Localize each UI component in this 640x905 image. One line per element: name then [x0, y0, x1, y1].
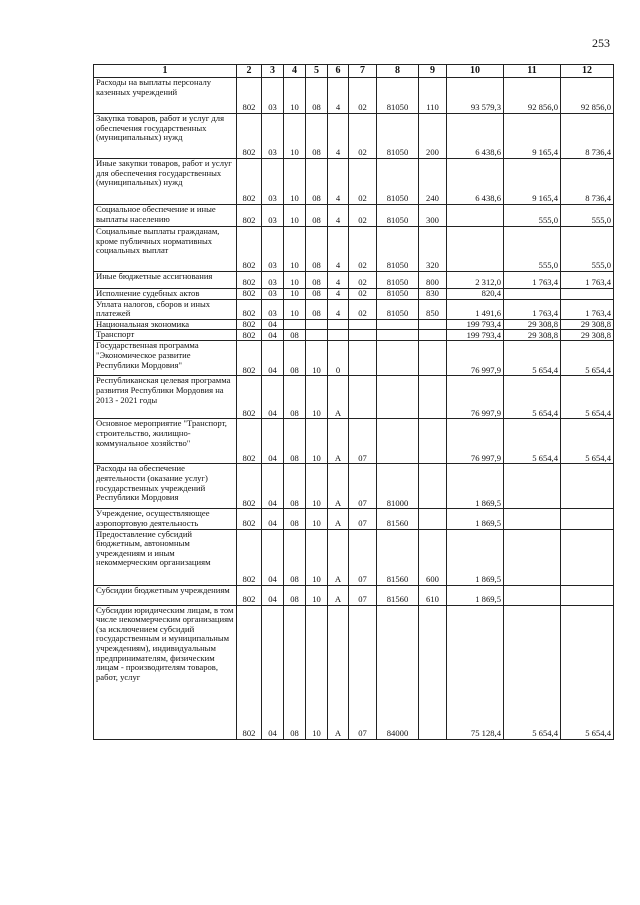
row-value-cell-col-2: 802 — [237, 78, 262, 114]
row-value-cell-col-8: 81000 — [377, 464, 419, 509]
row-value-cell-col-10: 1 869,5 — [447, 585, 504, 605]
row-value-cell-col-8 — [377, 419, 419, 464]
row-value-cell-col-10: 2 312,0 — [447, 272, 504, 289]
row-value-cell-col-2: 802 — [237, 319, 262, 330]
row-value-cell-col-5: 08 — [306, 78, 328, 114]
row-value-cell-col-5: 10 — [306, 509, 328, 529]
row-value-cell-col-5 — [306, 330, 328, 341]
row-value-cell-col-5: 08 — [306, 289, 328, 300]
row-value-cell-col-7: 02 — [349, 227, 377, 272]
row-value-cell-col-12 — [561, 289, 614, 300]
row-value-cell-col-4: 08 — [284, 585, 306, 605]
row-value-cell-col-4: 10 — [284, 114, 306, 159]
row-value-cell-col-9 — [419, 341, 447, 376]
row-value-cell-col-3: 04 — [262, 330, 284, 341]
row-value-cell-col-11: 9 165,4 — [504, 114, 561, 159]
row-value-cell-col-7 — [349, 330, 377, 341]
row-value-cell-col-4: 10 — [284, 78, 306, 114]
row-value-cell-col-4: 08 — [284, 330, 306, 341]
row-value-cell-col-11: 1 763,4 — [504, 299, 561, 319]
row-value-cell-col-3: 04 — [262, 464, 284, 509]
row-name-cell: Социальные выплаты гражданам, кроме публичных нормативных социальных выплат — [94, 227, 237, 272]
row-value-cell-col-2: 802 — [237, 227, 262, 272]
row-value-cell-col-6: 0 — [328, 341, 349, 376]
row-value-cell-col-11: 5 654,4 — [504, 376, 561, 419]
row-value-cell-col-12 — [561, 529, 614, 585]
row-name-cell: Закупка товаров, работ и услуг для обеспечения государственных (муниципальных) нужд — [94, 114, 237, 159]
table-body — [94, 78, 614, 740]
row-value-cell-col-10 — [447, 227, 504, 272]
row-value-cell-col-8: 81050 — [377, 159, 419, 205]
row-value-cell-col-11 — [504, 464, 561, 509]
table-row — [94, 227, 614, 272]
row-value-cell-col-9 — [419, 464, 447, 509]
row-value-cell-col-2: 802 — [237, 272, 262, 289]
row-value-cell-col-12 — [561, 464, 614, 509]
row-value-cell-col-3: 04 — [262, 509, 284, 529]
row-value-cell-col-12: 92 856,0 — [561, 78, 614, 114]
row-value-cell-col-11 — [504, 529, 561, 585]
column-header-8: 8 — [377, 65, 419, 78]
column-header-10: 10 — [447, 65, 504, 78]
row-value-cell-col-11: 9 165,4 — [504, 159, 561, 205]
row-value-cell-col-12: 555,0 — [561, 227, 614, 272]
row-value-cell-col-11 — [504, 509, 561, 529]
row-value-cell-col-6: 4 — [328, 272, 349, 289]
column-header-9: 9 — [419, 65, 447, 78]
row-value-cell-col-3: 04 — [262, 319, 284, 330]
row-value-cell-col-6: 4 — [328, 205, 349, 227]
table-row — [94, 114, 614, 159]
row-value-cell-col-8: 81560 — [377, 529, 419, 585]
row-name-cell: Исполнение судебных актов — [94, 289, 237, 300]
row-value-cell-col-7: 07 — [349, 529, 377, 585]
table-row — [94, 272, 614, 289]
row-value-cell-col-10: 1 869,5 — [447, 464, 504, 509]
row-value-cell-col-11: 29 308,8 — [504, 330, 561, 341]
row-value-cell-col-7 — [349, 319, 377, 330]
row-value-cell-col-10: 199 793,4 — [447, 319, 504, 330]
row-value-cell-col-8 — [377, 330, 419, 341]
row-value-cell-col-12: 29 308,8 — [561, 330, 614, 341]
row-value-cell-col-4: 10 — [284, 227, 306, 272]
row-value-cell-col-7: 07 — [349, 605, 377, 739]
row-value-cell-col-9 — [419, 509, 447, 529]
row-value-cell-col-11: 5 654,4 — [504, 419, 561, 464]
row-value-cell-col-3: 03 — [262, 78, 284, 114]
row-value-cell-col-4: 10 — [284, 159, 306, 205]
row-value-cell-col-2: 802 — [237, 419, 262, 464]
row-value-cell-col-4: 10 — [284, 205, 306, 227]
table-row — [94, 341, 614, 376]
row-value-cell-col-7: 02 — [349, 299, 377, 319]
row-value-cell-col-6: 4 — [328, 227, 349, 272]
row-value-cell-col-10: 93 579,3 — [447, 78, 504, 114]
row-value-cell-col-7: 07 — [349, 464, 377, 509]
column-header-5: 5 — [306, 65, 328, 78]
table-row — [94, 319, 614, 330]
row-value-cell-col-7: 02 — [349, 272, 377, 289]
row-value-cell-col-9: 200 — [419, 114, 447, 159]
row-value-cell-col-2: 802 — [237, 289, 262, 300]
row-value-cell-col-5: 10 — [306, 341, 328, 376]
row-value-cell-col-5: 08 — [306, 272, 328, 289]
row-value-cell-col-8 — [377, 341, 419, 376]
row-value-cell-col-5: 08 — [306, 114, 328, 159]
table-row — [94, 419, 614, 464]
table-row — [94, 529, 614, 585]
row-value-cell-col-6: А — [328, 509, 349, 529]
row-value-cell-col-12 — [561, 585, 614, 605]
row-value-cell-col-10: 1 869,5 — [447, 509, 504, 529]
table-row — [94, 205, 614, 227]
row-name-cell: Социальное обеспечение и иные выплаты населению — [94, 205, 237, 227]
column-header-4: 4 — [284, 65, 306, 78]
row-value-cell-col-12: 555,0 — [561, 205, 614, 227]
row-value-cell-col-10: 6 438,6 — [447, 159, 504, 205]
row-value-cell-col-5: 10 — [306, 529, 328, 585]
row-value-cell-col-3: 03 — [262, 114, 284, 159]
table-row — [94, 585, 614, 605]
row-value-cell-col-6 — [328, 319, 349, 330]
row-value-cell-col-3: 04 — [262, 341, 284, 376]
page-number: 253 — [592, 36, 610, 50]
row-value-cell-col-12: 5 654,4 — [561, 376, 614, 419]
row-value-cell-col-9 — [419, 330, 447, 341]
row-value-cell-col-4: 10 — [284, 299, 306, 319]
row-value-cell-col-9 — [419, 376, 447, 419]
row-value-cell-col-12: 5 654,4 — [561, 419, 614, 464]
row-value-cell-col-9 — [419, 319, 447, 330]
row-value-cell-col-9: 800 — [419, 272, 447, 289]
row-value-cell-col-7: 07 — [349, 509, 377, 529]
row-value-cell-col-5: 10 — [306, 585, 328, 605]
row-value-cell-col-6 — [328, 330, 349, 341]
row-value-cell-col-2: 802 — [237, 205, 262, 227]
row-value-cell-col-11: 92 856,0 — [504, 78, 561, 114]
row-value-cell-col-12: 8 736,4 — [561, 114, 614, 159]
row-value-cell-col-8: 81050 — [377, 299, 419, 319]
row-value-cell-col-11: 5 654,4 — [504, 341, 561, 376]
row-value-cell-col-9 — [419, 419, 447, 464]
row-value-cell-col-12: 5 654,4 — [561, 341, 614, 376]
row-value-cell-col-9: 110 — [419, 78, 447, 114]
column-header-11: 11 — [504, 65, 561, 78]
row-name-cell: Иные бюджетные ассигнования — [94, 272, 237, 289]
row-name-cell: Субсидии юридическим лицам, в том числе некоммерческим организациям (за исключением субсидий государственным и муниципальным учреждениям), индивидуальным предпринимателям, физическим лицам - производителям товаров, работ, услуг — [94, 605, 237, 739]
row-value-cell-col-9: 300 — [419, 205, 447, 227]
table-row — [94, 289, 614, 300]
row-value-cell-col-5: 08 — [306, 205, 328, 227]
row-value-cell-col-5: 08 — [306, 159, 328, 205]
row-value-cell-col-8 — [377, 376, 419, 419]
row-value-cell-col-7 — [349, 341, 377, 376]
row-value-cell-col-8: 81050 — [377, 78, 419, 114]
row-value-cell-col-9 — [419, 605, 447, 739]
row-value-cell-col-9: 830 — [419, 289, 447, 300]
row-value-cell-col-8: 81050 — [377, 227, 419, 272]
row-value-cell-col-11: 555,0 — [504, 227, 561, 272]
row-value-cell-col-2: 802 — [237, 585, 262, 605]
row-value-cell-col-6: 4 — [328, 289, 349, 300]
row-value-cell-col-10: 76 997,9 — [447, 376, 504, 419]
row-value-cell-col-2: 802 — [237, 159, 262, 205]
row-value-cell-col-7: 02 — [349, 205, 377, 227]
row-value-cell-col-6: А — [328, 464, 349, 509]
row-value-cell-col-7: 07 — [349, 419, 377, 464]
row-value-cell-col-3: 04 — [262, 605, 284, 739]
row-value-cell-col-10: 1 491,6 — [447, 299, 504, 319]
row-name-cell: Государственная программа "Экономическое развитие Республики Мордовия" — [94, 341, 237, 376]
row-value-cell-col-11: 5 654,4 — [504, 605, 561, 739]
table-row — [94, 159, 614, 205]
row-value-cell-col-3: 03 — [262, 272, 284, 289]
row-name-cell: Республиканская целевая программа развития Республики Мордовия на 2013 - 2021 годы — [94, 376, 237, 419]
row-value-cell-col-7: 02 — [349, 159, 377, 205]
row-value-cell-col-4: 08 — [284, 605, 306, 739]
row-value-cell-col-5: 08 — [306, 299, 328, 319]
row-value-cell-col-8 — [377, 319, 419, 330]
row-value-cell-col-10: 1 869,5 — [447, 529, 504, 585]
table-row — [94, 464, 614, 509]
row-value-cell-col-6: А — [328, 605, 349, 739]
row-value-cell-col-8: 81050 — [377, 289, 419, 300]
row-name-cell: Уплата налогов, сборов и иных платежей — [94, 299, 237, 319]
row-value-cell-col-4: 08 — [284, 376, 306, 419]
row-value-cell-col-5: 10 — [306, 419, 328, 464]
row-value-cell-col-6: А — [328, 529, 349, 585]
row-value-cell-col-12: 29 308,8 — [561, 319, 614, 330]
column-header-12: 12 — [561, 65, 614, 78]
row-value-cell-col-5: 08 — [306, 227, 328, 272]
row-value-cell-col-7: 02 — [349, 114, 377, 159]
column-header-3: 3 — [262, 65, 284, 78]
row-value-cell-col-11: 555,0 — [504, 205, 561, 227]
row-value-cell-col-2: 802 — [237, 114, 262, 159]
row-value-cell-col-2: 802 — [237, 464, 262, 509]
table-header-row — [94, 65, 614, 78]
row-value-cell-col-8: 81050 — [377, 205, 419, 227]
row-value-cell-col-9: 850 — [419, 299, 447, 319]
row-value-cell-col-3: 03 — [262, 227, 284, 272]
row-value-cell-col-4: 08 — [284, 529, 306, 585]
column-header-6: 6 — [328, 65, 349, 78]
row-value-cell-col-5: 10 — [306, 605, 328, 739]
row-value-cell-col-7: 02 — [349, 78, 377, 114]
row-name-cell: Основное мероприятие "Транспорт, строительство, жилищно-коммунальное хозяйство" — [94, 419, 237, 464]
row-value-cell-col-6: А — [328, 419, 349, 464]
row-value-cell-col-6: 4 — [328, 114, 349, 159]
row-value-cell-col-4 — [284, 319, 306, 330]
row-value-cell-col-5 — [306, 319, 328, 330]
row-value-cell-col-2: 802 — [237, 376, 262, 419]
row-value-cell-col-4: 10 — [284, 272, 306, 289]
row-value-cell-col-2: 802 — [237, 330, 262, 341]
row-value-cell-col-12: 5 654,4 — [561, 605, 614, 739]
row-value-cell-col-4: 08 — [284, 419, 306, 464]
row-value-cell-col-2: 802 — [237, 529, 262, 585]
row-value-cell-col-4: 08 — [284, 464, 306, 509]
row-value-cell-col-8: 84000 — [377, 605, 419, 739]
row-value-cell-col-8: 81560 — [377, 585, 419, 605]
row-value-cell-col-9: 240 — [419, 159, 447, 205]
row-value-cell-col-4: 10 — [284, 289, 306, 300]
row-value-cell-col-3: 04 — [262, 376, 284, 419]
row-value-cell-col-9: 600 — [419, 529, 447, 585]
row-value-cell-col-4: 08 — [284, 341, 306, 376]
table-row — [94, 330, 614, 341]
row-value-cell-col-10: 199 793,4 — [447, 330, 504, 341]
row-value-cell-col-6: А — [328, 376, 349, 419]
row-name-cell: Национальная экономика — [94, 319, 237, 330]
column-header-1: 1 — [94, 65, 237, 78]
row-value-cell-col-10: 75 128,4 — [447, 605, 504, 739]
row-value-cell-col-9: 320 — [419, 227, 447, 272]
row-value-cell-col-11 — [504, 585, 561, 605]
row-value-cell-col-6: А — [328, 585, 349, 605]
table-row — [94, 376, 614, 419]
row-value-cell-col-9: 610 — [419, 585, 447, 605]
row-value-cell-col-5: 10 — [306, 464, 328, 509]
table-row — [94, 509, 614, 529]
row-value-cell-col-3: 03 — [262, 159, 284, 205]
row-name-cell: Расходы на выплаты персоналу казенных учреждений — [94, 78, 237, 114]
row-value-cell-col-7 — [349, 376, 377, 419]
row-value-cell-col-8: 81050 — [377, 272, 419, 289]
row-value-cell-col-3: 03 — [262, 299, 284, 319]
row-value-cell-col-10: 6 438,6 — [447, 114, 504, 159]
row-name-cell: Расходы на обеспечение деятельности (оказание услуг) государственных учреждений Республики Мордовия — [94, 464, 237, 509]
row-value-cell-col-8: 81560 — [377, 509, 419, 529]
row-value-cell-col-2: 802 — [237, 605, 262, 739]
row-name-cell: Предоставление субсидий бюджетным, автономным учреждениям и иным некоммерческим организациям — [94, 529, 237, 585]
row-value-cell-col-7: 02 — [349, 289, 377, 300]
table-row — [94, 78, 614, 114]
row-value-cell-col-10: 76 997,9 — [447, 419, 504, 464]
row-value-cell-col-11: 29 308,8 — [504, 319, 561, 330]
row-value-cell-col-3: 03 — [262, 205, 284, 227]
row-value-cell-col-11 — [504, 289, 561, 300]
row-value-cell-col-3: 03 — [262, 289, 284, 300]
row-value-cell-col-2: 802 — [237, 509, 262, 529]
row-value-cell-col-12: 1 763,4 — [561, 299, 614, 319]
row-value-cell-col-3: 04 — [262, 529, 284, 585]
row-value-cell-col-5: 10 — [306, 376, 328, 419]
column-header-2: 2 — [237, 65, 262, 78]
row-value-cell-col-12 — [561, 509, 614, 529]
row-value-cell-col-10: 820,4 — [447, 289, 504, 300]
row-name-cell: Транспорт — [94, 330, 237, 341]
row-value-cell-col-3: 04 — [262, 585, 284, 605]
row-value-cell-col-10 — [447, 205, 504, 227]
row-value-cell-col-6: 4 — [328, 78, 349, 114]
row-value-cell-col-12: 1 763,4 — [561, 272, 614, 289]
row-value-cell-col-10: 76 997,9 — [447, 341, 504, 376]
row-value-cell-col-7: 07 — [349, 585, 377, 605]
row-name-cell: Субсидии бюджетным учреждениям — [94, 585, 237, 605]
row-name-cell: Иные закупки товаров, работ и услуг для обеспечения государственных (муниципальных) нужд — [94, 159, 237, 205]
row-value-cell-col-6: 4 — [328, 159, 349, 205]
row-value-cell-col-2: 802 — [237, 341, 262, 376]
row-value-cell-col-8: 81050 — [377, 114, 419, 159]
row-value-cell-col-11: 1 763,4 — [504, 272, 561, 289]
row-value-cell-col-12: 8 736,4 — [561, 159, 614, 205]
budget-table — [93, 64, 614, 740]
row-value-cell-col-3: 04 — [262, 419, 284, 464]
column-header-7: 7 — [349, 65, 377, 78]
row-value-cell-col-2: 802 — [237, 299, 262, 319]
row-value-cell-col-6: 4 — [328, 299, 349, 319]
row-name-cell: Учреждение, осуществляющее аэропортовую деятельность — [94, 509, 237, 529]
table-row — [94, 605, 614, 739]
row-value-cell-col-4: 08 — [284, 509, 306, 529]
table-row — [94, 299, 614, 319]
